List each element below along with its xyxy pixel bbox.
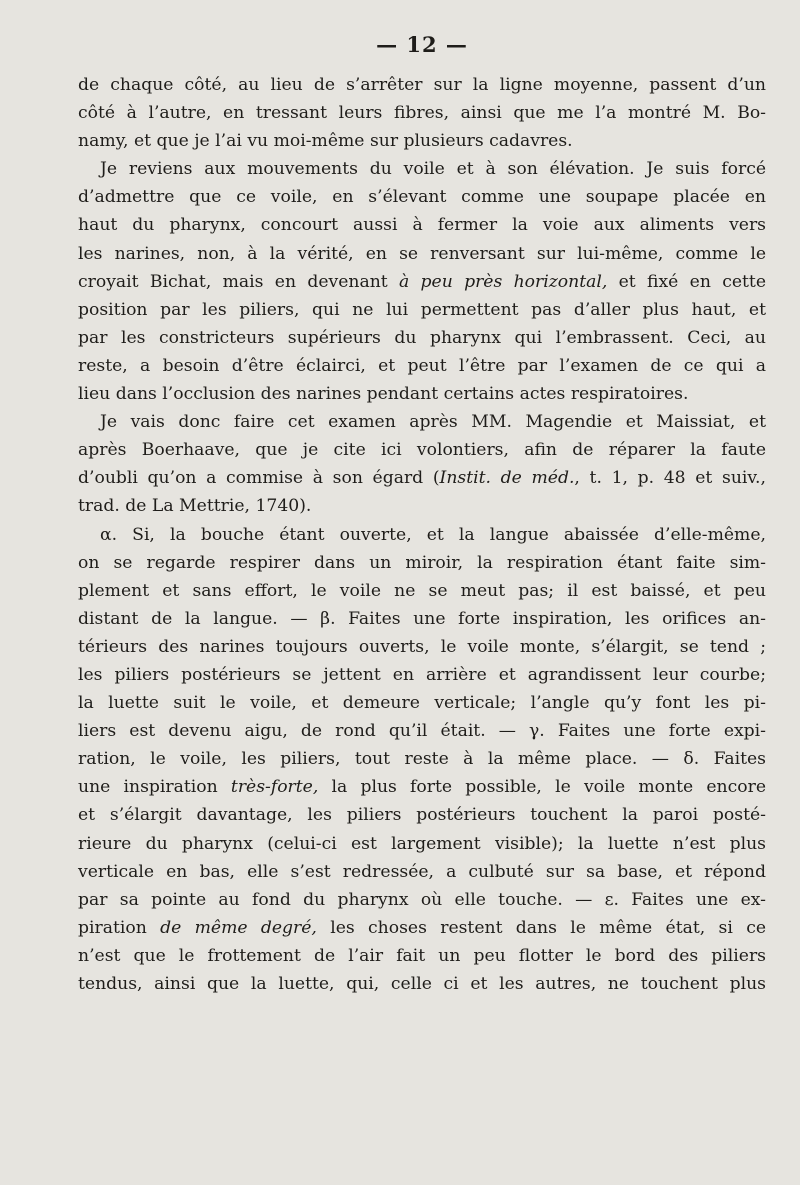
text-line: d’admettre que ce voile, en s’élevant comme une soupape placée en xyxy=(78,187,766,208)
text-line: lieu dans l’occlusion des narines pendant certains actes respiratoires. xyxy=(78,384,689,405)
text-line: trad. de La Mettrie, 1740). xyxy=(78,496,312,517)
text-run: piration xyxy=(78,917,161,938)
text-line xyxy=(78,914,766,942)
text-line: les piliers postérieurs se jettent en arrière et agrandissent leur courbe; xyxy=(78,664,766,685)
text-line: ration, le voile, les piliers, tout reste à la même place. — δ. Faites xyxy=(78,749,766,770)
text-line: tendus, ainsi que la luette, qui, celle ci et les autres, ne touchent plus xyxy=(78,974,766,994)
text-line: reste, a besoin d’être éclairci, et peut l’être par l’examen de ce qui a xyxy=(78,355,766,376)
text-line: haut du pharynx, concourt aussi à fermer la voie aux aliments vers xyxy=(78,215,766,236)
italic-run: Instit. de méd. xyxy=(439,468,575,489)
text-line: la luette suit le voile, et demeure verticale; l’angle qu’y font les pi- xyxy=(78,693,766,714)
text-line: distant de la langue. — β. Faites une forte inspiration, les orifices an- xyxy=(78,608,766,629)
text-line: Je vais donc faire cet examen après MM. Magendie et Maissiat, et xyxy=(100,412,766,433)
text-run: , t. 1, p. 48 et suiv., xyxy=(574,468,766,489)
text-line: α. Si, la bouche étant ouverte, et la langue abaissée d’elle-même, xyxy=(100,524,766,545)
text-line: térieurs des narines toujours ouverts, le voile monte, s’élargit, se tend ; xyxy=(78,636,766,657)
text-run: une inspiration xyxy=(78,777,231,798)
text-line: position par les piliers, qui ne lui permettent pas d’aller plus haut, et xyxy=(78,299,766,320)
text-line: liers est devenu aigu, de rond qu’il était. — γ. Faites une forte expi- xyxy=(78,721,766,742)
text-line xyxy=(78,268,766,296)
text-line: verticale en bas, elle s’est redressée, a culbuté sur sa base, et répond xyxy=(78,861,766,882)
text-line xyxy=(78,464,766,492)
text-line: n’est que le frottement de l’air fait un peu flotter le bord des piliers xyxy=(78,945,766,966)
text-line: plement et sans effort, le voile ne se meut pas; il est baissé, et peu xyxy=(78,580,766,601)
text-line: on se regarde respirer dans un miroir, la respiration étant faite sim- xyxy=(78,552,766,573)
text-line xyxy=(78,773,766,801)
text-line: côté à l’autre, en tressant leurs fibres, ainsi que me l’a montré M. Bo- xyxy=(78,103,766,124)
text-run: croyait Bichat, mais en devenant xyxy=(78,271,399,292)
text-run: la plus forte possible, le voile monte encore xyxy=(318,777,766,798)
text-line: par sa pointe au fond du pharynx où elle touche. — ε. Faites une ex- xyxy=(78,889,766,910)
text-line: namy, et que je l’ai vu moi-même sur plusieurs cadavres. xyxy=(78,131,573,152)
text-line: Je reviens aux mouvements du voile et à son élévation. Je suis forcé xyxy=(100,159,766,180)
text-line: par les constricteurs supérieurs du pharynx qui l’embrassent. Ceci, au xyxy=(78,327,766,348)
text-line: après Boerhaave, que je cite ici volontiers, afin de réparer la faute xyxy=(78,440,766,461)
text-line: rieure du pharynx (celui-ci est largement visible); la luette n’est plus xyxy=(78,833,766,854)
italic-run: à peu près horizontal, xyxy=(398,271,608,292)
italic-run: de même degré, xyxy=(160,917,317,938)
text-line: de chaque côté, au lieu de s’arrêter sur la ligne moyenne, passent d’un xyxy=(78,75,766,95)
text-run: les choses restent dans le même état, si ce xyxy=(316,917,766,938)
italic-run: très-forte, xyxy=(230,777,319,798)
text-line: et s’élargit davantage, les piliers postérieurs touchent la paroi posté- xyxy=(78,805,766,826)
text-line: les narines, non, à la vérité, en se renversant sur lui-même, comme le xyxy=(78,243,766,264)
page-number: — 12 — xyxy=(376,32,468,57)
text-run: d’oubli qu’on a commise à son égard ( xyxy=(78,468,440,489)
body-text xyxy=(78,71,766,998)
text-run: et fixé en cette xyxy=(607,271,766,292)
